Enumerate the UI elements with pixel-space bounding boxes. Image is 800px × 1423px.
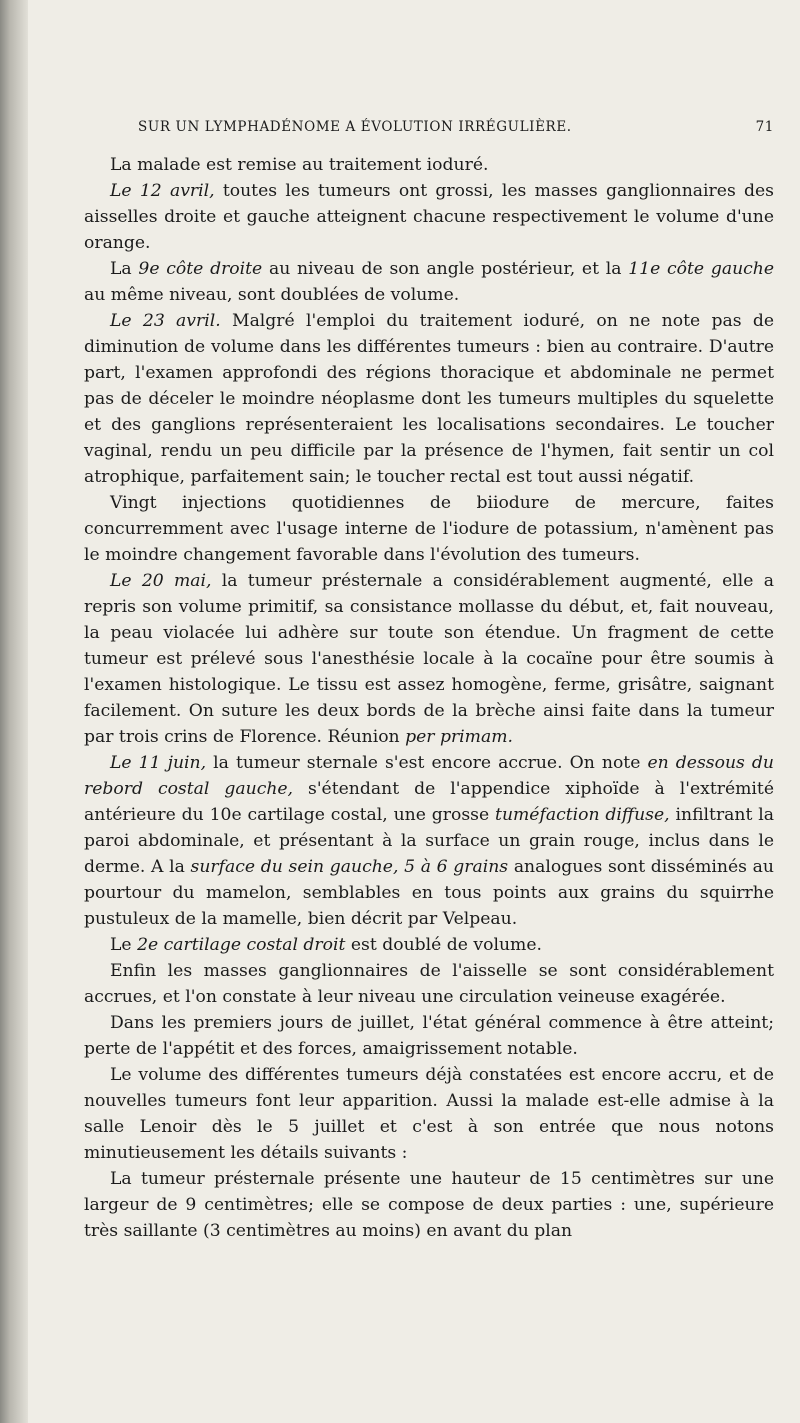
paragraph [84,1166,774,1244]
paragraph [84,256,774,308]
paragraph [84,568,774,750]
italic-run: surface du sein gauche, 5 à 6 grains [190,857,509,877]
text-run: infiltrant la paroi abdominale, et présentant à la surface un grain rouge, inclus dans le derme. A la [84,805,775,877]
italic-run: 11e côte gauche [628,259,775,279]
date-run: Le 11 juin, [110,753,207,773]
italic-run: 9e côte droite [138,259,263,279]
italic-run: en dessous du rebord costal gauche, [84,753,774,799]
text-run: au même niveau, sont doublées de volume. [84,285,460,305]
italic-run: 2e cartilage costal droit [137,935,346,955]
date-run: Le 20 mai, [110,571,212,591]
paragraph [84,750,774,932]
paragraph [84,932,774,958]
binding-shadow [0,0,28,1423]
text-run: au niveau de son angle postérieur, et la [262,259,629,279]
paragraph [84,490,774,568]
text-run: Vingt injections quotidiennes de biiodure de mercure, faites concurremment avec l'usage interne de l'iodure de potassium, n'amènent pas le moindre changement favorable dans l'évolution des tumeurs. [84,493,774,565]
text-run: La [110,259,139,279]
text-run: la tumeur sternale s'est encore accrue. On note [206,753,648,773]
book-page [84,0,774,1423]
text-run: la tumeur présternale a considérablement augmenté, elle a repris son volume primitif, sa consistance mollasse du début, et, fait nouveau, la peau violacée lui adhère sur toute son étendue. Un fragment de cette tumeur est prélevé sous l'anesthésie locale à la cocaïne pour être soumis à l'examen histologique. Le tissu est assez homogène, ferme, grisâtre, saignant facilement. On suture les deux bords de la brèche ainsi faite dans la tumeur par trois crins de Florence. Réunion [84,571,774,747]
paragraph [84,152,774,178]
text-run: s'étendant de l'appendice xiphoïde à l'extrémité antérieure du 10e cartilage costal, une grosse [84,779,774,825]
text-run: Le volume des différentes tumeurs déjà constatées est encore accru, et de nouvelles tumeurs font leur apparition. Aussi la malade est-elle admise à la salle Lenoir dès le 5 juillet et c'est à son entrée que nous notons minutieusement les détails suivants : [84,1065,774,1163]
paragraph [84,178,774,256]
text-run: Dans les premiers jours de juillet, l'état général commence à être atteint; perte de l'appétit et des forces, amaigrissement notable. [84,1013,774,1059]
running-head-title: SUR UN LYMPHADÉNOME A ÉVOLUTION IRRÉGULIÈRE. [138,119,572,135]
text-run: La tumeur présternale présente une hauteur de 15 centimètres sur une largeur de 9 centimètres; elle se compose de deux parties : une, supérieure très saillante (3 centimètres au moins) en avant du plan [84,1169,774,1241]
text-run: analogues sont disséminés au pourtour du mamelon, semblables en tous points aux grains du squirrhe pustuleux de la mamelle, bien décrit par Velpeau. [84,857,774,929]
text-run: est doublé de volume. [345,935,542,955]
paragraph [84,958,774,1010]
page-number: 71 [755,119,774,135]
text-run: La malade est remise au traitement ioduré. [110,155,489,175]
date-run: Le 23 avril. [110,311,221,331]
text-run: Enfin les masses ganglionnaires de l'aisselle se sont considérablement accrues, et l'on constate à leur niveau une circulation veineuse exagérée. [84,961,774,1007]
text-run: Malgré l'emploi du traitement ioduré, on ne note pas de diminution de volume dans les différentes tumeurs : bien au contraire. D'autre part, l'examen approfondi des régions thoracique et abdominale ne permet pas de déceler le moindre néoplasme dont les tumeurs multiples du squelette et des ganglions représenteraient les localisations secondaires. Le toucher vaginal, rendu un peu difficile par la présence de l'hymen, fait sentir un col atrophique, parfaitement sain; le toucher rectal est tout aussi négatif. [84,311,774,487]
text-run: Le [110,935,138,955]
paragraph [84,308,774,490]
text-run: toutes les tumeurs ont grossi, les masses ganglionnaires des aisselles droite et gauche atteignent chacune respectivement le volume d'une orange. [84,181,775,253]
date-run: Le 12 avril, [110,181,215,201]
running-head [138,119,774,135]
paragraph [84,1010,774,1062]
paragraph [84,1062,774,1166]
body-text [84,152,774,1244]
italic-run: per primam. [405,727,513,747]
italic-run: tuméfaction diffuse, [495,805,670,825]
